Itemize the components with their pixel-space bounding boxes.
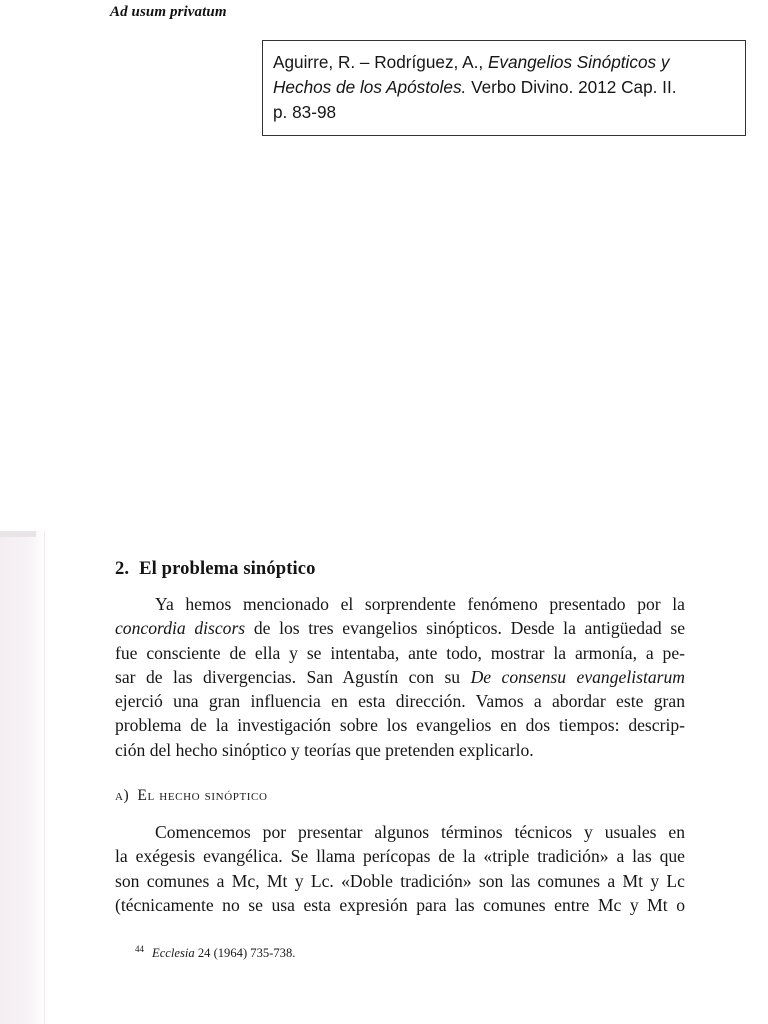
subsection-heading: [115, 787, 268, 805]
paragraph-1-line-4: [115, 665, 685, 689]
paragraph-1-line-4-text: sar de las divergencias. San Agustín con su: [115, 666, 471, 687]
section-title: El problema sinóptico: [139, 558, 316, 579]
footnote: [135, 944, 295, 961]
italic-title-de-consensu: De consensu evangelistarum: [470, 666, 685, 687]
paragraph-2-line-1: Comencemos por presentar algunos términos técnicos y usuales en: [155, 822, 685, 842]
section-number: 2.: [115, 558, 130, 579]
citation-line-1: [273, 50, 735, 75]
citation-authors: Aguirre, R. – Rodríguez, A.,: [273, 52, 484, 72]
italic-term-concordia-discors: concordia discors: [115, 618, 246, 639]
paragraph-1: [115, 592, 685, 762]
footnote-mark: 44: [135, 944, 144, 954]
paragraph-1-line-3: fue consciente de ella y se intentaba, ante todo, mostrar la armonía, a pe-: [115, 642, 685, 663]
paragraph-2: [115, 820, 685, 917]
paragraph-1-line-5: ejerció una gran influencia en esta dirección. Vamos a abordar este gran: [115, 691, 685, 712]
citation-pages: p. 83-98: [273, 102, 337, 122]
subsection-label: a): [115, 787, 130, 804]
citation-line-2: [273, 75, 735, 100]
citation-line-3: [273, 100, 735, 125]
paragraph-1-line-2: [115, 616, 685, 640]
paragraph-2-line-2: la exégesis evangélica. Se llama perícopas de la «triple tradición» a las que: [115, 846, 685, 867]
scan-edge-artifact: [0, 531, 45, 1024]
citation-publisher-info: Verbo Divino. 2012 Cap. II.: [471, 77, 677, 97]
footnote-rest: 24 (1964) 735-738.: [194, 946, 296, 961]
section-heading: [115, 558, 316, 580]
paragraph-1-line-2-rest: de los tres evangelios sinópticos. Desde la antigüedad se: [245, 618, 686, 639]
paragraph-2-line-3: son comunes a Mc, Mt y Lc. «Doble tradición» son las comunes a Mt y Lc: [115, 870, 685, 891]
paragraph-1-line-1: Ya hemos mencionado el sorprendente fenómeno presentado por la: [155, 594, 685, 614]
subsection-title: El hecho sinóptico: [137, 787, 268, 804]
header-note: Ad usum privatum: [110, 4, 227, 20]
citation-box: [262, 40, 746, 136]
paragraph-1-line-7: ción del hecho sinóptico y teorías que pretenden explicarlo.: [115, 739, 534, 760]
citation-title-part-2: Hechos de los Apóstoles.: [273, 77, 467, 97]
paragraph-2-line-4: (técnicamente no se usa esta expresión para las comunes entre Mc y Mt o: [115, 894, 685, 915]
footnote-title: Ecclesia: [152, 946, 195, 961]
paragraph-1-line-6: problema de la investigación sobre los evangelios en dos tiempos: descrip-: [115, 715, 685, 736]
citation-title-part-1: Evangelios Sinópticos y: [487, 52, 670, 72]
